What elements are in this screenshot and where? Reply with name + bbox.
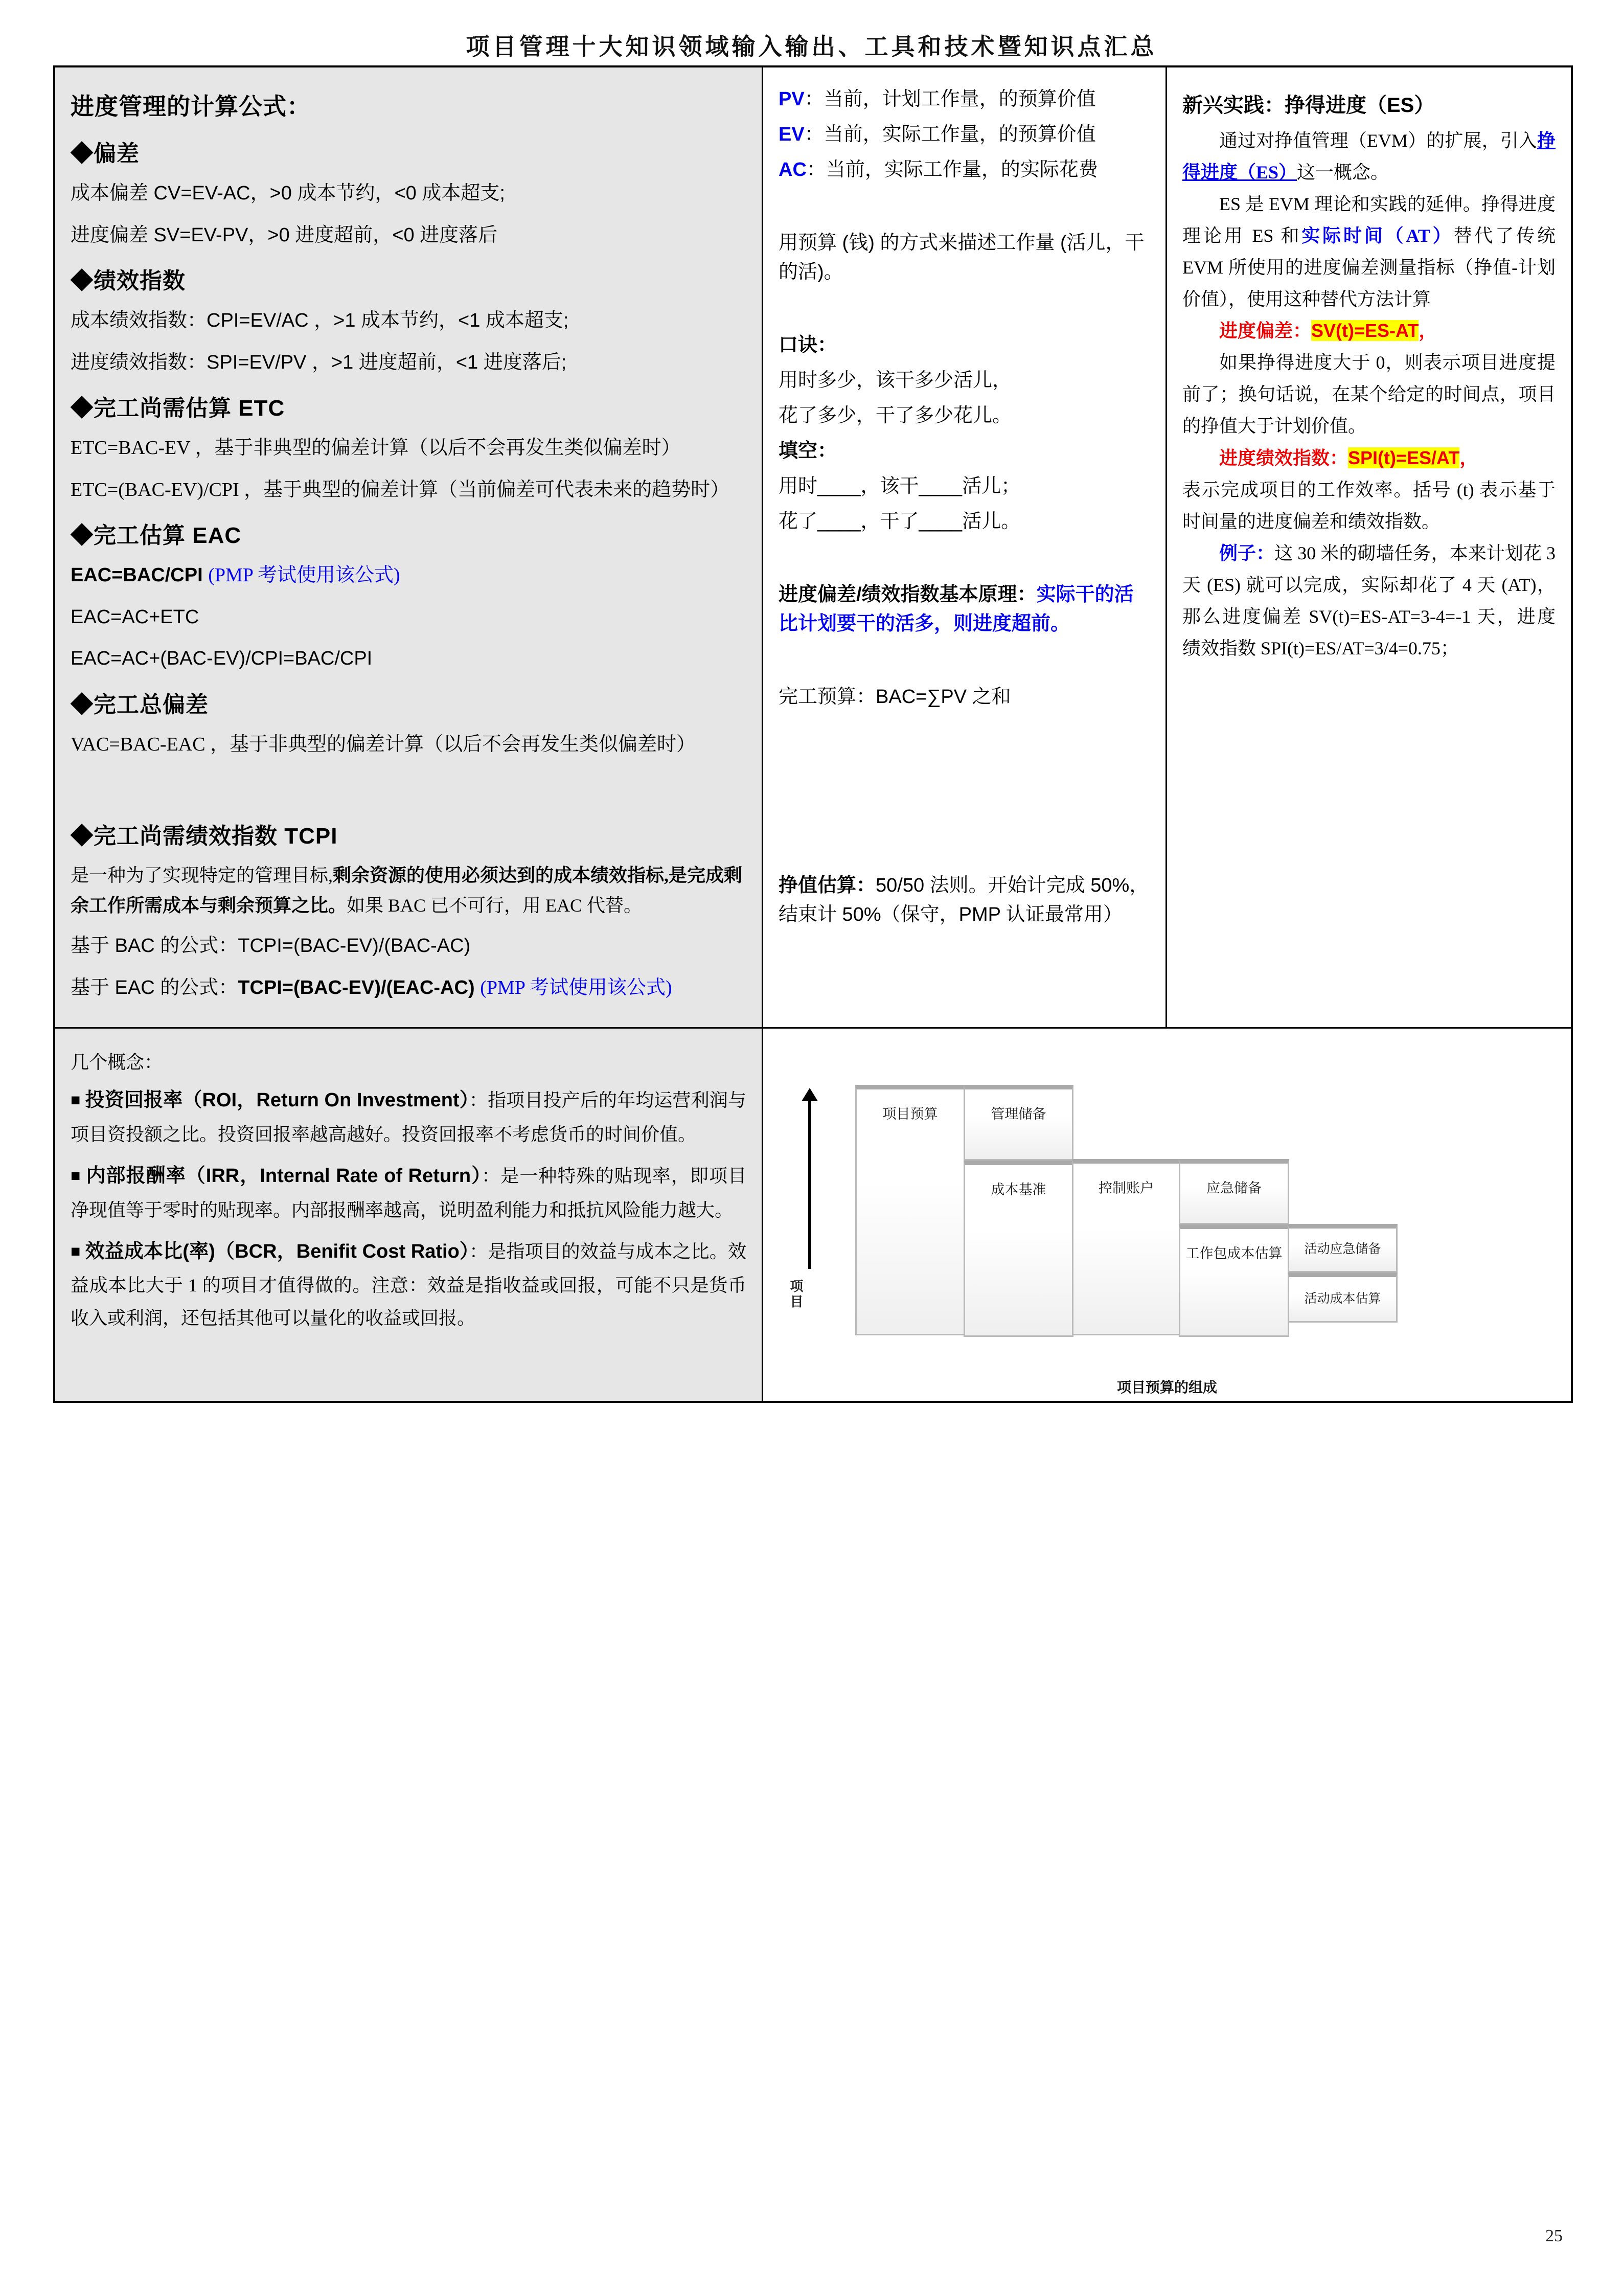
concept-roi-body: ：指项目投产后的年均运营利润与项目资投额之比。投资回报率越高越好。投资回报率不考虑货币的时间价值。	[71, 1090, 747, 1145]
mnemonic-title: 口诀：	[779, 334, 837, 356]
es-example-text: 这 30 米的砌墙任务，本来计划花 3 天 (ES) 就可以完成，实际却花了 4 天 (AT)，那么进度偏差 SV(t)=ES-AT=3-4=-1 天，进度绩效指数 SPI(t)=ES/AT=3/4=0.75；	[1182, 542, 1556, 658]
concept-roi-head: 投资回报率（ROI，Return On Investment）	[85, 1089, 469, 1111]
definition-pv-term: PV	[779, 88, 805, 110]
bar-activity-cost-estimate: 活动成本估算	[1288, 1272, 1398, 1323]
tcpi-bac-formula: 基于 BAC 的公式：TCPI=(BAC-EV)/(BAC-AC)	[71, 935, 471, 957]
bar-management-reserve: 管理储备	[964, 1085, 1073, 1161]
es-actual-time-term: 实际时间（AT）	[1301, 225, 1454, 246]
definition-ac-term: AC	[779, 159, 807, 180]
bar-contingency-reserve: 应急储备	[1179, 1159, 1289, 1224]
definition-ev	[779, 120, 1150, 149]
es-paragraph-2	[1182, 189, 1556, 315]
spi-formula-row	[1182, 442, 1556, 474]
concepts-intro: 几个概念：	[71, 1052, 163, 1073]
evm-terms-column	[763, 67, 1167, 1027]
section-heading-tcpi: ◆完工尚需绩效指数 TCPI	[71, 824, 338, 849]
bottom-grid	[53, 1029, 1573, 1403]
spi-formula-tail: ，	[1459, 448, 1478, 469]
tcpi-eac-formula: TCPI=(BAC-EV)/(EAC-AC)	[238, 976, 475, 998]
variance-line-sv: 进度偏差 SV=EV-PV，>0 进度超前，<0 进度落后	[71, 224, 498, 246]
concept-bcr-head: 效益成本比(率)（BCR，Benifit Cost Ratio）	[85, 1240, 470, 1262]
ev-estimate-label: 挣值估算：	[779, 875, 876, 896]
es-paragraph-4: 表示完成项目的工作效率。括号 (t) 表示基于时间量的进度偏差和绩效指数。	[1182, 479, 1556, 532]
top-grid	[53, 65, 1573, 1029]
vac-line-1: VAC=BAC-EAC ，基于非典型的偏差计算（以后不会再发生类似偏差时）	[71, 733, 696, 755]
index-line-spi: 进度绩效指数：SPI=EV/PV ，>1 进度超前，<1 进度落后;	[71, 351, 567, 373]
sv-formula-value: SV(t)=ES-AT	[1311, 320, 1419, 342]
mnemonic-line-1: 用时多少，该干多少活儿，	[779, 370, 1012, 391]
eac-formula-note: (PMP 考试使用该公式)	[208, 564, 400, 586]
concept-bcr-body: ：是指项目的效益与成本之比。效益成本比大于 1 的项目才值得做的。注意：效益是指收益或回报，可能不只是货币收入或利润，还包括其他可以量化的收益或回报。	[71, 1241, 746, 1329]
es-paragraph-1	[1182, 125, 1556, 189]
bar-stack-contingency	[1179, 1159, 1289, 1337]
es-example-row	[1182, 538, 1556, 665]
concept-item-roi	[71, 1083, 746, 1151]
ev-estimate-row	[779, 871, 1150, 929]
concept-irr-body: ：是一种特殊的贴现率，即项目净现值等于零时的贴现率。内部报酬率越高，说明盈利能力和抵抗风险能力越大。	[71, 1165, 746, 1220]
earned-schedule-column	[1167, 67, 1571, 1027]
es-p2-b: 替代了传统 EVM 所使用的进度偏差测量指标（挣值-计划价值），使用这种替代方法计算	[1182, 225, 1556, 309]
es-link-earned-schedule: 挣得进度（ES）	[1182, 130, 1556, 183]
bar-cost-baseline: 成本基准	[964, 1161, 1073, 1337]
bar-workpackage-cost-estimate: 工作包成本估算	[1179, 1224, 1289, 1337]
principle-highlight: 实际干的活比计划要干的活多，则进度超前。	[779, 584, 1134, 634]
definition-pv	[779, 85, 1150, 114]
tcpi-eac-formula-row	[71, 972, 746, 1004]
tcpi-para-tail: 如果 BAC 已不可行，用 EAC 代替。	[347, 895, 643, 916]
es-p1-b: 这一概念。	[1297, 162, 1389, 183]
eac-formula-row	[71, 560, 746, 592]
bar-activity-contingency-reserve: 活动应急储备	[1288, 1224, 1398, 1272]
budget-bars	[855, 1085, 1396, 1335]
concept-item-bcr	[71, 1235, 746, 1335]
es-paragraph-3: 如果挣得进度大于 0，则表示项目进度提前了；换句话说，在某个给定的时间点，项目的挣值大于计划价值。	[1182, 352, 1556, 437]
tcpi-paragraph	[71, 860, 746, 920]
content-sheet	[53, 65, 1573, 1403]
mnemonic-line-2: 花了多少，干了多少花儿。	[779, 405, 1012, 426]
budget-composition-diagram	[763, 1029, 1571, 1401]
diagram-caption: 项目预算的组成	[1116, 1379, 1217, 1396]
eac-formula-main: EAC=BAC/CPI	[71, 564, 203, 586]
section-heading-index: ◆绩效指数	[71, 268, 186, 294]
bar-stack-activity	[1288, 1224, 1398, 1323]
variance-line-cv: 成本偏差 CV=EV-AC，>0 成本节约，<0 成本超支;	[71, 183, 505, 204]
definition-pv-text: ：当前，计划工作量，的预算价值	[804, 88, 1096, 110]
spi-formula-value: SPI(t)=ES/AT	[1348, 447, 1460, 469]
schedule-formula-column	[55, 67, 763, 1027]
sv-formula-label: 进度偏差：	[1219, 321, 1312, 342]
index-line-cpi: 成本绩效指数：CPI=EV/AC ，>1 成本节约，<1 成本超支;	[71, 310, 569, 332]
tcpi-para-bold: 剩余资源的使用必须达到的成本绩效指标,是完成剩余工作所需成本与剩余预算之比。	[71, 865, 743, 916]
section-heading-eac: ◆完工估算 EAC	[71, 523, 242, 549]
left-column-title: 进度管理的计算公式：	[71, 93, 311, 120]
concept-item-irr	[71, 1159, 746, 1226]
definition-ac	[779, 155, 1150, 185]
tcpi-eac-prefix: 基于 EAC 的公式：	[71, 976, 238, 998]
tcpi-para-plain: 是一种为了实现特定的管理目标,	[71, 865, 333, 886]
section-heading-etc: ◆完工尚需估算 ETC	[71, 396, 285, 421]
bac-sum-line: 完工预算：BAC=∑PV 之和	[779, 686, 1011, 708]
fill-blank-line-2: 花了____，干了____活儿。	[779, 511, 1021, 532]
eac-line-2: EAC=AC+ETC	[71, 606, 199, 628]
principle-row	[779, 580, 1150, 639]
principle-label: 进度偏差/绩效指数基本原理：	[779, 584, 1037, 605]
etc-line-1: ETC=BAC-EV ，基于非典型的偏差计算（以后不会再发生类似偏差时）	[71, 437, 681, 459]
section-heading-variance: ◆偏差	[71, 141, 140, 166]
concept-irr-head: 内部报酬率（IRR，Internal Rate of Return）	[86, 1165, 482, 1187]
value-axis-arrow-icon	[808, 1100, 811, 1269]
definition-ac-text: ：当前，实际工作量，的实际花费	[806, 159, 1098, 180]
diagram-axis-label: 项目	[788, 1279, 804, 1310]
sv-formula-tail: ，	[1419, 321, 1437, 342]
bullet-square-icon: ■	[71, 1090, 81, 1109]
spi-formula-label: 进度绩效指数：	[1219, 448, 1348, 469]
sv-formula-row	[1182, 315, 1556, 347]
es-p1-a: 通过对挣值管理（EVM）的扩展，引入	[1219, 130, 1537, 151]
definition-ev-text: ：当前，实际工作量，的预算价值	[804, 124, 1096, 145]
bullet-square-icon: ■	[71, 1241, 81, 1260]
bar-project-budget: 项目预算	[855, 1085, 965, 1335]
budget-describes-work-note: 用预算 (钱) 的方式来描述工作量 (活儿，干的活)。	[779, 232, 1145, 283]
bullet-square-icon: ■	[71, 1166, 81, 1185]
bar-control-account: 控制账户	[1072, 1159, 1180, 1335]
es-example-label: 例子：	[1219, 542, 1275, 563]
section-heading-vac: ◆完工总偏差	[71, 692, 209, 717]
page-header-title: 项目管理十大知识领域输入输出、工具和技术暨知识点汇总	[466, 34, 1157, 60]
definition-ev-term: EV	[779, 124, 805, 145]
concepts-column	[55, 1029, 763, 1401]
ev-estimate-text: 50/50 法则。开始计完成 50%，结束计 50%（保守，PMP 认证最常用）	[779, 875, 1149, 925]
fill-blank-line-1: 用时____，该干____活儿；	[779, 475, 1021, 497]
fill-blank-title: 填空：	[779, 440, 837, 462]
eac-line-3: EAC=AC+(BAC-EV)/CPI=BAC/CPI	[71, 648, 373, 670]
page-number: 25	[1545, 2226, 1563, 2245]
es-p2-a: ES 是 EVM 理论和实践的延伸。挣得进度理论用 ES 和	[1182, 193, 1556, 246]
tcpi-eac-note: (PMP 考试使用该公式)	[480, 976, 672, 998]
bar-stack-mgmt-cost	[964, 1085, 1073, 1337]
budget-composition-column	[763, 1029, 1571, 1401]
emerging-practice-title: 新兴实践：挣得进度（ES）	[1182, 94, 1435, 117]
etc-line-2: ETC=(BAC-EV)/CPI ，基于典型的偏差计算（当前偏差可代表未来的趋势时）	[71, 479, 730, 501]
